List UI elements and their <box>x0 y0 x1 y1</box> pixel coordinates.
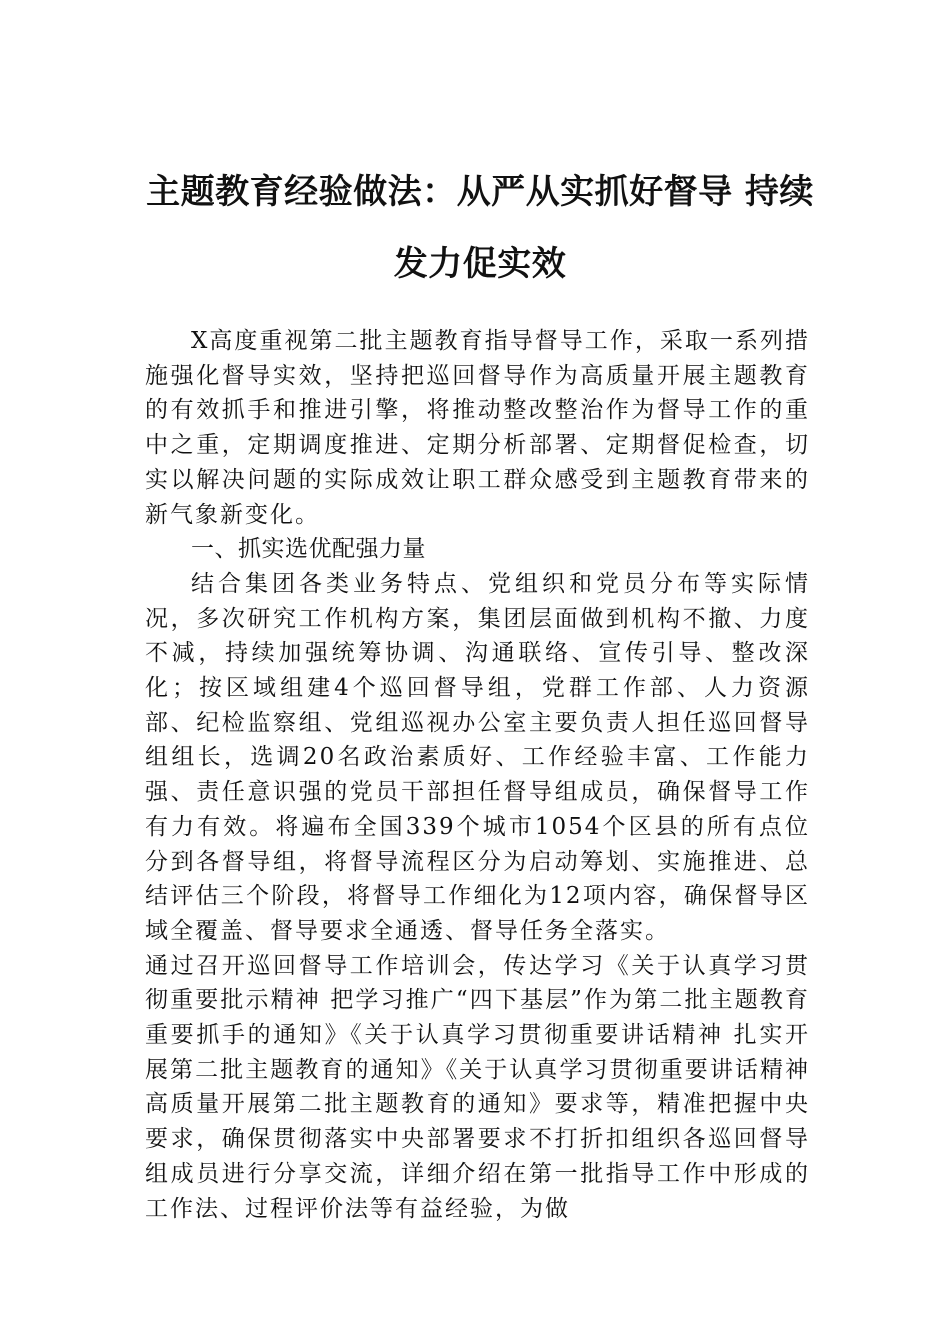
document-body <box>145 324 810 1226</box>
intro-paragraph: X高度重视第二批主题教育指导督导工作，采取一系列措施强化督导实效，坚持把巡回督导作为高质量开展主题教育的有效抓手和推进引擎，将推动整改整治作为督导工作的重中之重，定期调度推进、定期分析部署、定期督促检查，切实以解决问题的实际成效让职工群众感受到主题教育带来的新气象新变化。 <box>145 328 810 528</box>
document-title: 主题教育经验做法：从严从实抓好督导 持续发力促实效 <box>146 172 814 284</box>
section-heading: 一、抓实选优配强力量 <box>191 536 426 563</box>
body-paragraph: 结合集团各类业务特点、党组织和党员分布等实际情况，多次研究工作机构方案，集团层面做到机构不撤、力度不减，持续加强统筹协调、沟通联络、宣传引导、整改深化；按区域组建4个巡回督导组，党群工作部、人力资源部、纪检监察组、党组巡视办公室主要负责人担任巡回督导组组长，选调20名政治素质好、工作经验丰富、工作能力强、责任意识强的党员干部担任督导组成员，确保督导工作有力有效。将遍布全国339个城市1054个区县的所有点位分到各督导组，将督导流程区分为启动筹划、实施推进、总结评估三个阶段，将督导工作细化为12项内容，确保督导区域全覆盖、督导要求全通透、督导任务全落实。 <box>145 570 810 944</box>
body-paragraph: 通过召开巡回督导工作培训会，传达学习《关于认真学习贯彻重要批示精神 把学习推广“四下基层”作为第二批主题教育重要抓手的通知》《关于认真学习贯彻重要讲话精神 扎实开展第二批主题教育的通知》《关于认真学习贯彻重要讲话精神 高质量开展第二批主题教育的通知》要求等，精准把握中央要求，确保贯彻落实中央部署要求不打折扣组织各巡回督导组成员进行分享交流，详细介绍在第一批指导工作中形成的工作法、过程评价法等有益经验，为做 <box>145 952 810 1222</box>
